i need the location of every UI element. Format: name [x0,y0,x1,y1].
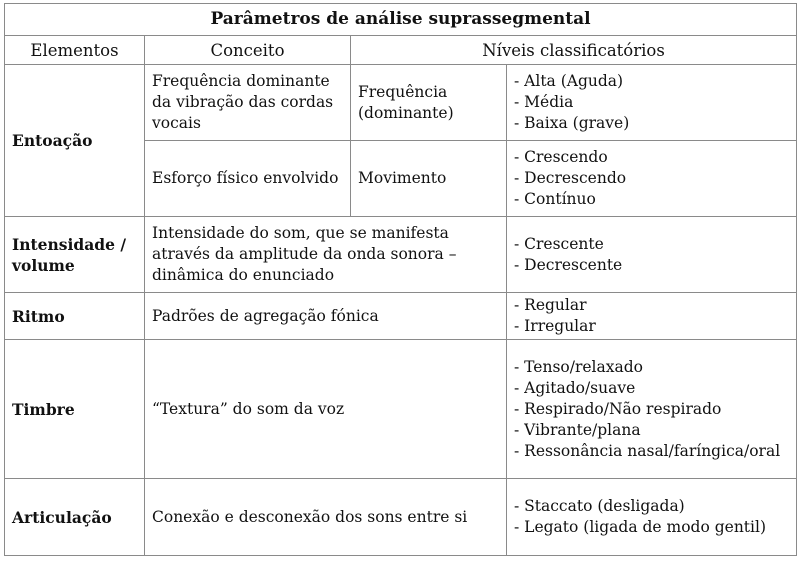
level-item: - Ressonância nasal/faríngica/oral [514,441,781,460]
level-item: - Média [514,93,574,111]
concept-entoacao-movimento: Esforço físico envolvido [145,141,351,217]
level-item: - Decrescente [514,255,623,274]
level-item: - Regular [514,296,587,314]
level-item: - Tenso/relaxado [514,357,643,376]
header-conceito: Conceito [145,36,351,65]
concept-intensidade: Intensidade do som, que se manifesta através da amplitude da onda sonora – dinâmica do enunciado [145,217,507,293]
element-articulacao: Articulação [5,479,145,556]
suprasegmental-parameters-table [4,3,797,556]
level-item: - Respirado/Não respirado [514,399,722,418]
level-item: - Vibrante/plana [514,420,641,439]
table-row-ritmo [5,293,797,340]
element-intensidade: Intensidade / volume [5,217,145,293]
table-title: Parâmetros de análise suprassegmental [5,4,797,36]
table-row-entoacao-frequencia [5,65,797,141]
level-item: - Contínuo [514,190,596,208]
level-item: - Crescendo [514,148,608,166]
levels-movimento [507,141,797,217]
concept-articulacao: Conexão e desconexão dos sons entre si [145,479,507,556]
concept-ritmo: Padrões de agregação fónica [145,293,507,340]
header-elementos: Elementos [5,36,145,65]
level-item: - Alta (Aguda) [514,72,624,90]
level-item: - Decrescendo [514,169,627,187]
levels-articulacao [507,479,797,556]
concept-entoacao-frequencia: Frequência dominante da vibração das cordas vocais [145,65,351,141]
levels-timbre [507,340,797,479]
table-row-timbre [5,340,797,479]
category-frequencia: Frequência (dominante) [351,65,507,141]
suprasegmental-table-container [4,3,796,556]
level-item: - Legato (ligada de modo gentil) [514,518,766,536]
header-niveis: Níveis classificatórios [351,36,797,65]
element-ritmo: Ritmo [5,293,145,340]
concept-timbre: “Textura” do som da voz [145,340,507,479]
levels-frequencia [507,65,797,141]
level-item: - Staccato (desligada) [514,497,685,515]
element-timbre: Timbre [5,340,145,479]
level-item: - Agitado/suave [514,378,636,397]
level-item: - Irregular [514,317,596,335]
level-item: - Crescente [514,234,604,253]
table-row-articulacao [5,479,797,556]
element-entoacao: Entoação [5,65,145,217]
category-movimento: Movimento [351,141,507,217]
levels-ritmo [507,293,797,340]
table-row-intensidade [5,217,797,293]
levels-intensidade [507,217,797,293]
level-item: - Baixa (grave) [514,114,630,132]
